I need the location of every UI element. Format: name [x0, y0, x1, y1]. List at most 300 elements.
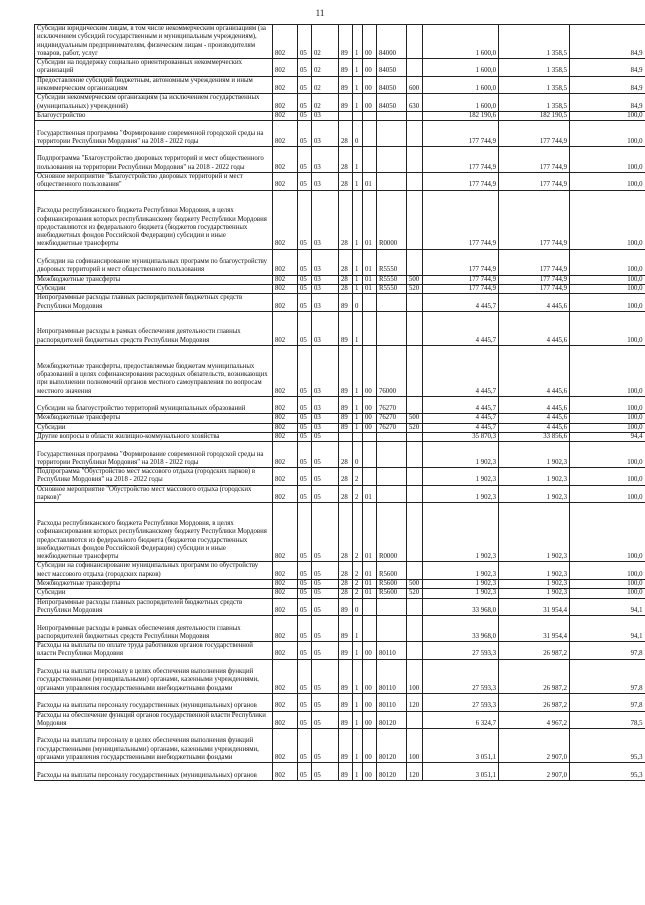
code-expense-type — [407, 396, 423, 414]
amount-executed: 4 967,2 — [499, 711, 570, 729]
code-ved: 802 — [273, 414, 298, 423]
table-row — [35, 432, 645, 441]
table-row — [35, 59, 645, 77]
table-row — [35, 76, 645, 94]
code-expense-type — [407, 485, 423, 503]
code-section: 05 — [298, 503, 312, 562]
code-section: 05 — [298, 485, 312, 503]
table-row — [35, 346, 645, 397]
code-event: 01 — [363, 190, 377, 249]
table-row — [35, 173, 645, 191]
amount-planned: 27 593,3 — [423, 659, 499, 693]
code-direction: 84050 — [377, 76, 407, 94]
code-program: 28 — [339, 284, 353, 293]
code-ved: 802 — [273, 598, 298, 616]
code-program: 89 — [339, 346, 353, 397]
code-ved: 802 — [273, 249, 298, 275]
code-direction: 84000 — [377, 25, 407, 59]
execution-percent: 100,0 — [570, 284, 645, 293]
execution-percent: 100,0 — [570, 414, 645, 423]
execution-percent: 94,1 — [570, 616, 645, 642]
amount-executed: 177 744,9 — [499, 190, 570, 249]
amount-executed: 177 744,9 — [499, 121, 570, 147]
row-name: Государственная программа "Формирование современной городской среды на территории Республики Мордовия" на 2018 - 2022 годы — [35, 442, 273, 468]
execution-percent: 84,9 — [570, 76, 645, 94]
table-row — [35, 442, 645, 468]
code-program: 28 — [339, 562, 353, 580]
code-program: 89 — [339, 94, 353, 112]
execution-percent: 84,9 — [570, 25, 645, 59]
amount-planned: 27 593,3 — [423, 693, 499, 711]
amount-executed: 26 987,2 — [499, 659, 570, 693]
code-program: 89 — [339, 693, 353, 711]
code-event: 00 — [363, 642, 377, 660]
code-section: 05 — [298, 693, 312, 711]
execution-percent: 100,0 — [570, 468, 645, 486]
code-program: 89 — [339, 25, 353, 59]
code-subprogram: 1 — [353, 94, 363, 112]
code-event: 00 — [363, 346, 377, 397]
code-ved: 802 — [273, 25, 298, 59]
code-program: 89 — [339, 642, 353, 660]
amount-executed: 1 902,3 — [499, 468, 570, 486]
table-row — [35, 729, 645, 763]
row-name: Межбюджетные трансферты — [35, 414, 273, 423]
code-expense-type: 600 — [407, 76, 423, 94]
code-expense-type — [407, 711, 423, 729]
code-subprogram: 0 — [353, 598, 363, 616]
code-direction — [377, 432, 407, 441]
code-section: 05 — [298, 94, 312, 112]
code-subsection: 05 — [312, 693, 339, 711]
code-program: 89 — [339, 598, 353, 616]
code-subsection: 03 — [312, 249, 339, 275]
code-subsection: 03 — [312, 396, 339, 414]
code-ved: 802 — [273, 173, 298, 191]
amount-planned: 1 600,0 — [423, 94, 499, 112]
code-program: 89 — [339, 294, 353, 312]
amount-planned: 177 744,9 — [423, 284, 499, 293]
amount-planned: 4 445,7 — [423, 414, 499, 423]
amount-executed: 1 358,5 — [499, 25, 570, 59]
code-event: 00 — [363, 659, 377, 693]
code-subsection: 03 — [312, 294, 339, 312]
amount-planned: 33 968,0 — [423, 598, 499, 616]
code-event: 01 — [363, 284, 377, 293]
row-name: Расходы республиканского бюджета Республики Мордовия, в целях софинансирования которых республиканскому бюджету Республики Мордовия предоставляются из федерального бюджета (бюджетов государственных внебюджетных фондов Российской Федерации) субсидии и иные межбюджетные трансферты — [35, 190, 273, 249]
row-name: Непрограммные расходы главных распорядителей бюджетных средств Республики Мордовия — [35, 294, 273, 312]
amount-planned: 1 902,3 — [423, 580, 499, 589]
code-subprogram: 1 — [353, 729, 363, 763]
code-program: 89 — [339, 311, 353, 345]
code-section: 05 — [298, 294, 312, 312]
execution-percent: 100,0 — [570, 121, 645, 147]
code-subsection: 05 — [312, 442, 339, 468]
amount-planned: 27 593,3 — [423, 642, 499, 660]
code-subsection: 05 — [312, 468, 339, 486]
code-expense-type — [407, 173, 423, 191]
code-program: 89 — [339, 659, 353, 693]
code-subprogram — [353, 432, 363, 441]
code-direction: 76270 — [377, 396, 407, 414]
code-event: 00 — [363, 94, 377, 112]
code-ved: 802 — [273, 693, 298, 711]
code-direction — [377, 598, 407, 616]
amount-executed: 33 856,6 — [499, 432, 570, 441]
row-name: Субсидии юридическим лицам, в том числе некоммерческим организациям (за исключением субсидий государственным и муниципальным учреждениям), индивидуальным предпринимателям, физическим лицам - производителям товаров, работ, услуг — [35, 25, 273, 59]
code-ved: 802 — [273, 121, 298, 147]
code-program: 89 — [339, 729, 353, 763]
code-expense-type — [407, 442, 423, 468]
row-name: Основное мероприятие "Обустройство мест массового отдыха (городских парков)" — [35, 485, 273, 503]
code-section: 05 — [298, 616, 312, 642]
amount-executed: 31 954,4 — [499, 598, 570, 616]
amount-planned: 1 902,3 — [423, 442, 499, 468]
amount-planned: 1 600,0 — [423, 76, 499, 94]
code-ved: 802 — [273, 94, 298, 112]
code-event: 01 — [363, 249, 377, 275]
code-subprogram: 2 — [353, 562, 363, 580]
code-program — [339, 111, 353, 120]
code-event: 01 — [363, 173, 377, 191]
code-section: 05 — [298, 59, 312, 77]
amount-planned: 1 902,3 — [423, 503, 499, 562]
amount-executed: 182 190,5 — [499, 111, 570, 120]
table-row — [35, 396, 645, 414]
code-expense-type — [407, 616, 423, 642]
amount-planned: 182 190,6 — [423, 111, 499, 120]
table-row — [35, 580, 645, 589]
code-section: 05 — [298, 147, 312, 173]
amount-planned: 6 324,7 — [423, 711, 499, 729]
code-ved: 802 — [273, 396, 298, 414]
code-program: 89 — [339, 76, 353, 94]
code-program — [339, 432, 353, 441]
code-program: 28 — [339, 190, 353, 249]
code-direction: 80120 — [377, 711, 407, 729]
code-program: 28 — [339, 249, 353, 275]
code-section: 05 — [298, 711, 312, 729]
code-event: 00 — [363, 693, 377, 711]
code-ved: 802 — [273, 711, 298, 729]
code-section: 05 — [298, 121, 312, 147]
code-subprogram: 1 — [353, 311, 363, 345]
code-expense-type: 630 — [407, 94, 423, 112]
table-row — [35, 468, 645, 486]
row-name: Расходы на выплаты персоналу государственных (муниципальных) органов — [35, 693, 273, 711]
code-ved: 802 — [273, 284, 298, 293]
code-direction — [377, 485, 407, 503]
code-subsection: 05 — [312, 659, 339, 693]
code-subprogram: 1 — [353, 249, 363, 275]
row-name: Расходы на обеспечение функций органов государственной власти Республики Мордовия — [35, 711, 273, 729]
code-program: 89 — [339, 396, 353, 414]
code-event: 00 — [363, 59, 377, 77]
execution-percent: 100,0 — [570, 190, 645, 249]
code-event — [363, 147, 377, 173]
code-subprogram: 0 — [353, 294, 363, 312]
execution-percent: 78,5 — [570, 711, 645, 729]
amount-executed: 1 902,3 — [499, 485, 570, 503]
execution-percent: 100,0 — [570, 396, 645, 414]
code-direction — [377, 121, 407, 147]
code-direction: R5550 — [377, 275, 407, 284]
code-ved: 802 — [273, 275, 298, 284]
code-subprogram: 1 — [353, 616, 363, 642]
code-subsection: 05 — [312, 642, 339, 660]
code-ved: 802 — [273, 659, 298, 693]
row-name: Межбюджетные трансферты — [35, 275, 273, 284]
code-direction: 76270 — [377, 414, 407, 423]
table-row — [35, 414, 645, 423]
execution-percent: 95,3 — [570, 729, 645, 763]
execution-percent: 100,0 — [570, 173, 645, 191]
code-direction: 80110 — [377, 642, 407, 660]
code-subprogram: 1 — [353, 173, 363, 191]
code-event — [363, 616, 377, 642]
row-name: Другие вопросы в области жилищно-коммунального хозяйства — [35, 432, 273, 441]
code-subsection: 03 — [312, 147, 339, 173]
code-section: 05 — [298, 111, 312, 120]
code-section: 05 — [298, 414, 312, 423]
code-section: 05 — [298, 311, 312, 345]
code-subsection: 05 — [312, 485, 339, 503]
code-expense-type: 500 — [407, 414, 423, 423]
code-expense-type — [407, 249, 423, 275]
table-body — [35, 25, 645, 781]
code-section: 05 — [298, 284, 312, 293]
amount-planned: 33 968,0 — [423, 616, 499, 642]
row-name: Субсидии — [35, 284, 273, 293]
code-subprogram: 2 — [353, 503, 363, 562]
amount-executed: 4 445,6 — [499, 396, 570, 414]
code-direction: R5550 — [377, 284, 407, 293]
code-ved: 802 — [273, 589, 298, 598]
row-name: Расходы на выплаты персоналу в целях обеспечения выполнения функций государственными (муниципальными) органами, казенными учреждениями, органами управления государственными внебюджетными фондами — [35, 659, 273, 693]
code-subprogram: 1 — [353, 25, 363, 59]
code-event — [363, 111, 377, 120]
code-subsection: 03 — [312, 173, 339, 191]
table-row — [35, 598, 645, 616]
code-event: 01 — [363, 589, 377, 598]
code-section: 05 — [298, 346, 312, 397]
code-subprogram: 2 — [353, 589, 363, 598]
code-section: 05 — [298, 580, 312, 589]
amount-executed: 1 358,5 — [499, 76, 570, 94]
code-event: 00 — [363, 423, 377, 432]
row-name: Расходы на выплаты персоналу государственных (муниципальных) органов — [35, 763, 273, 781]
code-section: 05 — [298, 642, 312, 660]
table-row — [35, 190, 645, 249]
code-expense-type — [407, 432, 423, 441]
code-subsection: 02 — [312, 94, 339, 112]
code-expense-type: 100 — [407, 659, 423, 693]
code-subprogram: 1 — [353, 59, 363, 77]
code-ved: 802 — [273, 190, 298, 249]
code-expense-type — [407, 294, 423, 312]
code-direction: 80120 — [377, 763, 407, 781]
row-name: Субсидии на софинансирование муниципальных программ по обустройству мест массового отдыха (городских парков) — [35, 562, 273, 580]
page-number: 11 — [315, 8, 325, 18]
code-program: 89 — [339, 414, 353, 423]
code-event: 01 — [363, 580, 377, 589]
code-direction — [377, 111, 407, 120]
code-subsection: 03 — [312, 414, 339, 423]
table-row — [35, 275, 645, 284]
code-ved: 802 — [273, 616, 298, 642]
code-expense-type — [407, 59, 423, 77]
code-section: 05 — [298, 173, 312, 191]
code-subprogram: 0 — [353, 121, 363, 147]
table-row — [35, 503, 645, 562]
code-subprogram: 2 — [353, 485, 363, 503]
code-subsection: 05 — [312, 616, 339, 642]
execution-percent: 100,0 — [570, 294, 645, 312]
code-ved: 802 — [273, 485, 298, 503]
row-name: Непрограммные расходы в рамках обеспечения деятельности главных распорядителей бюджетных средств Республики Мордовия — [35, 311, 273, 345]
table-row — [35, 121, 645, 147]
code-subsection: 05 — [312, 589, 339, 598]
code-direction: R5600 — [377, 562, 407, 580]
code-ved: 802 — [273, 562, 298, 580]
row-name: Предоставление субсидий бюджетным, автономным учреждениям и иным некоммерческим организациям — [35, 76, 273, 94]
table-row — [35, 659, 645, 693]
amount-planned: 1 902,3 — [423, 562, 499, 580]
code-program: 28 — [339, 468, 353, 486]
table-row — [35, 25, 645, 59]
code-ved: 802 — [273, 346, 298, 397]
code-section: 05 — [298, 598, 312, 616]
code-subprogram: 1 — [353, 147, 363, 173]
code-section: 05 — [298, 729, 312, 763]
code-ved: 802 — [273, 59, 298, 77]
code-section: 05 — [298, 468, 312, 486]
code-subprogram: 2 — [353, 468, 363, 486]
code-direction — [377, 173, 407, 191]
amount-executed: 177 744,9 — [499, 147, 570, 173]
row-name: Расходы республиканского бюджета Республики Мордовия, в целях софинансирования которых республиканскому бюджету Республики Мордовия предоставляются из федерального бюджета (бюджетов государственных внебюджетных фондов Российской Федерации) субсидии и иные межбюджетные трансферты — [35, 503, 273, 562]
amount-executed: 4 445,6 — [499, 423, 570, 432]
amount-planned: 35 870,3 — [423, 432, 499, 441]
code-program: 89 — [339, 423, 353, 432]
code-subprogram: 2 — [353, 580, 363, 589]
row-name: Межбюджетные трансферты — [35, 580, 273, 589]
amount-planned: 177 744,9 — [423, 147, 499, 173]
code-subsection: 05 — [312, 562, 339, 580]
row-name: Расходы на выплаты персоналу в целях обеспечения выполнения функций государственными (муниципальными) органами, казенными учреждениями, органами управления государственными внебюджетными фондами — [35, 729, 273, 763]
table-row — [35, 589, 645, 598]
code-event: 00 — [363, 25, 377, 59]
code-subsection: 02 — [312, 59, 339, 77]
code-ved: 802 — [273, 503, 298, 562]
amount-planned: 3 051,1 — [423, 763, 499, 781]
code-subsection: 03 — [312, 311, 339, 345]
row-name: Субсидии на благоустройство территорий муниципальных образований — [35, 396, 273, 414]
amount-executed: 1 358,5 — [499, 94, 570, 112]
code-ved: 802 — [273, 729, 298, 763]
code-direction: 80120 — [377, 729, 407, 763]
code-expense-type — [407, 642, 423, 660]
code-expense-type — [407, 111, 423, 120]
code-subprogram: 1 — [353, 763, 363, 781]
code-program: 89 — [339, 616, 353, 642]
code-subsection: 05 — [312, 503, 339, 562]
code-expense-type: 100 — [407, 729, 423, 763]
code-subprogram: 1 — [353, 346, 363, 397]
amount-executed: 31 954,4 — [499, 616, 570, 642]
code-ved: 802 — [273, 423, 298, 432]
code-program: 89 — [339, 763, 353, 781]
code-section: 05 — [298, 432, 312, 441]
code-direction: R5550 — [377, 249, 407, 275]
amount-planned: 177 744,9 — [423, 121, 499, 147]
code-ved: 802 — [273, 311, 298, 345]
code-expense-type — [407, 468, 423, 486]
amount-planned: 1 600,0 — [423, 59, 499, 77]
code-section: 05 — [298, 763, 312, 781]
amount-executed: 26 987,2 — [499, 642, 570, 660]
code-event: 01 — [363, 275, 377, 284]
code-expense-type — [407, 311, 423, 345]
execution-percent: 100,0 — [570, 249, 645, 275]
execution-percent: 100,0 — [570, 111, 645, 120]
code-program: 28 — [339, 580, 353, 589]
code-expense-type — [407, 346, 423, 397]
code-subsection: 05 — [312, 580, 339, 589]
amount-executed: 4 445,6 — [499, 294, 570, 312]
amount-planned: 177 744,9 — [423, 173, 499, 191]
code-direction — [377, 616, 407, 642]
code-direction: 84050 — [377, 94, 407, 112]
amount-planned: 4 445,7 — [423, 311, 499, 345]
code-subprogram: 1 — [353, 423, 363, 432]
code-program: 89 — [339, 59, 353, 77]
code-direction: R5600 — [377, 589, 407, 598]
code-subprogram: 1 — [353, 396, 363, 414]
code-expense-type: 520 — [407, 423, 423, 432]
code-subprogram: 0 — [353, 442, 363, 468]
code-subsection: 05 — [312, 432, 339, 441]
execution-percent: 84,9 — [570, 94, 645, 112]
code-direction: R5600 — [377, 580, 407, 589]
table-row — [35, 111, 645, 120]
code-section: 05 — [298, 562, 312, 580]
code-program: 28 — [339, 173, 353, 191]
code-expense-type — [407, 562, 423, 580]
code-ved: 802 — [273, 147, 298, 173]
code-event — [363, 311, 377, 345]
row-name: Непрограммные расходы в рамках обеспечения деятельности главных распорядителей бюджетных средств Республики Мордовия — [35, 616, 273, 642]
code-ved: 802 — [273, 442, 298, 468]
amount-executed: 177 744,9 — [499, 284, 570, 293]
row-name: Непрограммные расходы главных распорядителей бюджетных средств Республики Мордовия — [35, 598, 273, 616]
table-row — [35, 311, 645, 345]
amount-executed: 2 907,0 — [499, 763, 570, 781]
amount-executed: 4 445,6 — [499, 346, 570, 397]
row-name: Подпрограмма "Обустройство мест массового отдыха (городских парков) в Республике Мордовия" на 2018 - 2022 годы — [35, 468, 273, 486]
code-section: 05 — [298, 423, 312, 432]
code-section: 05 — [298, 589, 312, 598]
code-subsection: 03 — [312, 190, 339, 249]
amount-executed: 2 907,0 — [499, 729, 570, 763]
execution-percent: 94,4 — [570, 432, 645, 441]
execution-percent: 100,0 — [570, 562, 645, 580]
code-event — [363, 121, 377, 147]
code-direction — [377, 311, 407, 345]
code-subprogram: 1 — [353, 190, 363, 249]
code-section: 05 — [298, 76, 312, 94]
amount-planned: 1 600,0 — [423, 25, 499, 59]
